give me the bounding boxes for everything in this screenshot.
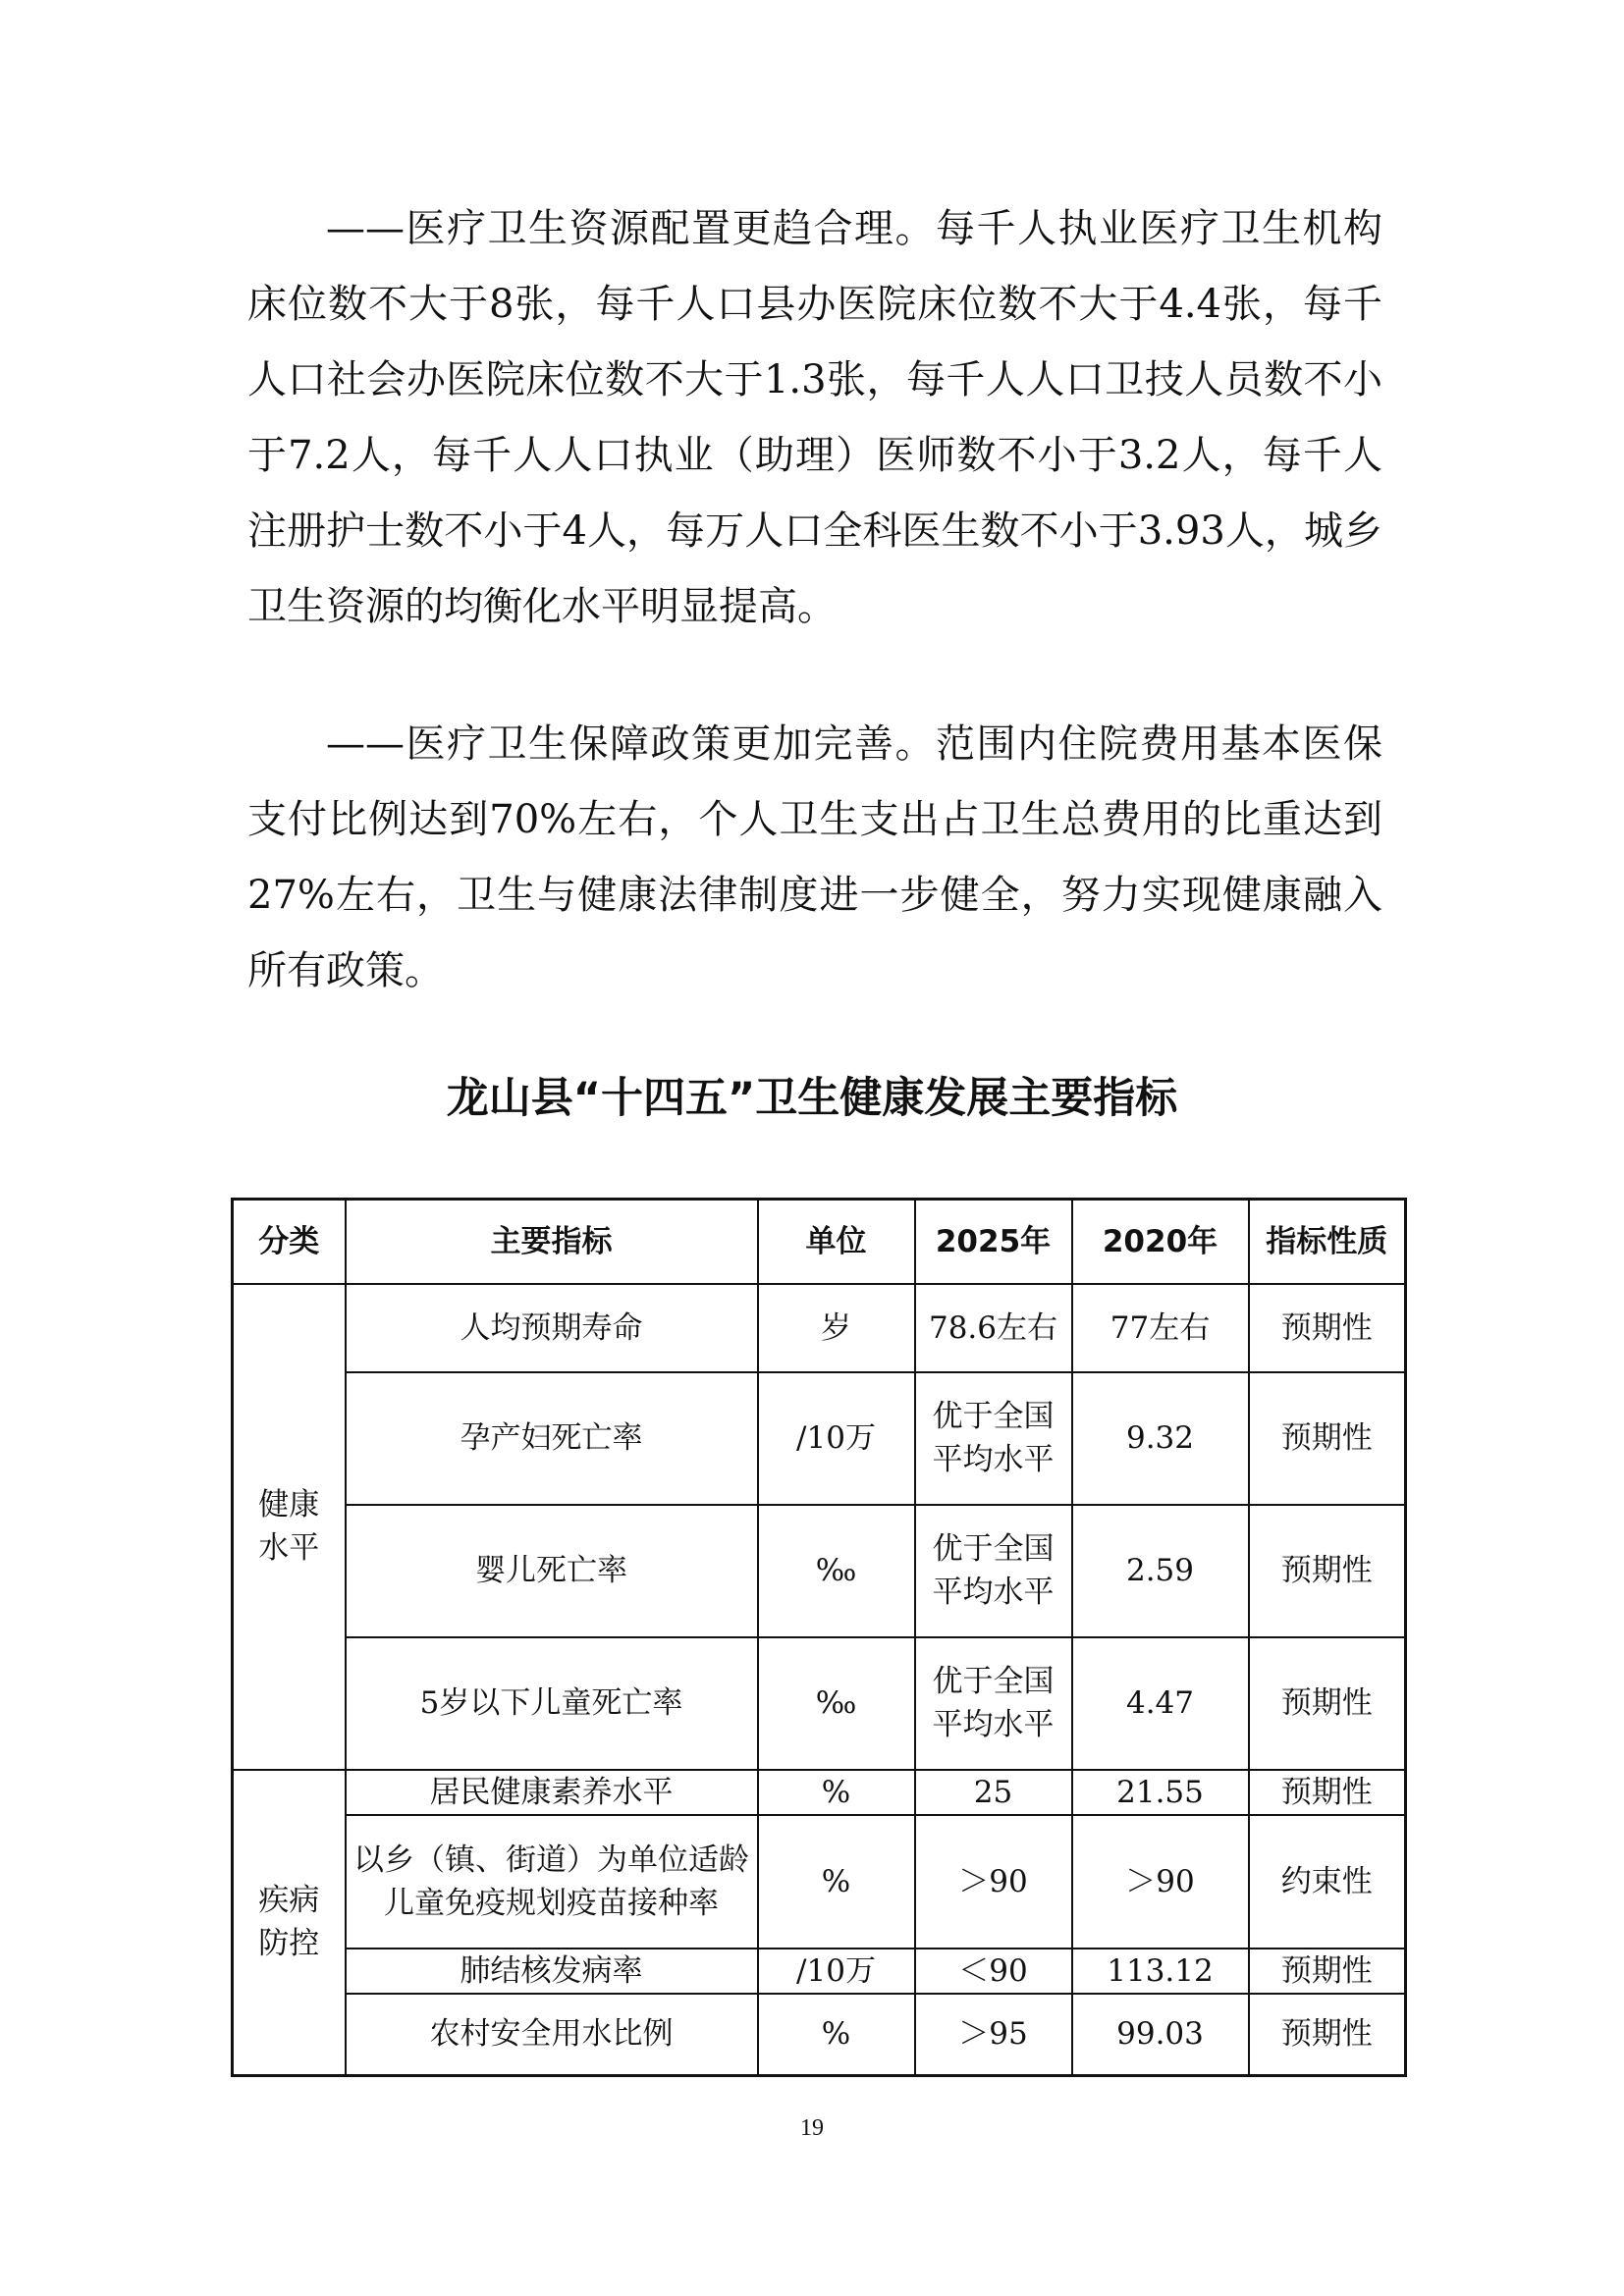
nature-cell: 预期性	[1249, 1284, 1406, 1372]
unit-cell: %	[758, 1815, 915, 1949]
table-header-row	[233, 1200, 1406, 1284]
nature-cell: 预期性	[1249, 1505, 1406, 1637]
table-row	[233, 1949, 1406, 1994]
value-2020-cell: 99.03	[1072, 1994, 1249, 2076]
value-2025-cell: 优于全国平均水平	[915, 1505, 1072, 1637]
value-2020-cell: 113.12	[1072, 1949, 1249, 1994]
indicator-cell: 肺结核发病率	[346, 1949, 758, 1994]
value-2025-cell: ＞95	[915, 1994, 1072, 2076]
value-2020-cell: 21.55	[1072, 1770, 1249, 1815]
page-number: 19	[800, 2115, 824, 2141]
table-row	[233, 1637, 1406, 1770]
nature-cell: 预期性	[1249, 1770, 1406, 1815]
table-row	[233, 1770, 1406, 1815]
value-2025-cell: 78.6左右	[915, 1284, 1072, 1372]
nature-cell: 预期性	[1249, 1637, 1406, 1770]
category-cell: 疾病防控	[233, 1770, 346, 2076]
value-2020-cell: ＞90	[1072, 1815, 1249, 1949]
unit-cell: %	[758, 1994, 915, 2076]
indicator-cell: 农村安全用水比例	[346, 1994, 758, 2076]
indicator-cell: 以乡（镇、街道）为单位适龄儿童免疫规划疫苗接种率	[346, 1815, 758, 1949]
indicator-cell: 5岁以下儿童死亡率	[346, 1637, 758, 1770]
value-2025-cell: ＞90	[915, 1815, 1072, 1949]
header-2025: 2025年	[915, 1200, 1072, 1284]
paragraph-resource-allocation: ——医疗卫生资源配置更趋合理。每千人执业医疗卫生机构床位数不大于8张，每千人口县办医院床位数不大于4.4张，每千人口社会办医院床位数不大于1.3张，每千人人口卫技人员数不小于7.2人，每千人人口执业（助理）医师数不小于3.2人，每千人注册护士数不小于4人，每万人口全科医生数不小于3.93人，城乡卫生资源的均衡化水平明显提高。	[247, 206, 1382, 629]
unit-cell: %	[758, 1770, 915, 1815]
nature-cell: 约束性	[1249, 1815, 1406, 1949]
unit-cell: /10万	[758, 1372, 915, 1505]
indicator-table	[231, 1198, 1407, 2077]
value-2025-cell: 25	[915, 1770, 1072, 1815]
unit-cell: ‰	[758, 1505, 915, 1637]
header-unit: 单位	[758, 1200, 915, 1284]
indicator-cell: 婴儿死亡率	[346, 1505, 758, 1637]
indicator-cell: 人均预期寿命	[346, 1284, 758, 1372]
value-2025-cell: ＜90	[915, 1949, 1072, 1994]
header-category: 分类	[233, 1200, 346, 1284]
table-row	[233, 1505, 1406, 1637]
unit-cell: ‰	[758, 1637, 915, 1770]
unit-cell: 岁	[758, 1284, 915, 1372]
value-2020-cell: 9.32	[1072, 1372, 1249, 1505]
header-2020: 2020年	[1072, 1200, 1249, 1284]
unit-cell: /10万	[758, 1949, 915, 1994]
header-nature: 指标性质	[1249, 1200, 1406, 1284]
value-2025-cell: 优于全国平均水平	[915, 1372, 1072, 1505]
nature-cell: 预期性	[1249, 1994, 1406, 2076]
indicator-cell: 孕产妇死亡率	[346, 1372, 758, 1505]
paragraph-security-policy: ——医疗卫生保障政策更加完善。范围内住院费用基本医保支付比例达到70%左右，个人卫生支出占卫生总费用的比重达到27%左右，卫生与健康法律制度进一步健全，努力实现健康融入所有政策。	[247, 721, 1382, 993]
table-row	[233, 1284, 1406, 1372]
value-2025-cell: 优于全国平均水平	[915, 1637, 1072, 1770]
category-cell: 健康水平	[233, 1284, 346, 1770]
value-2020-cell: 77左右	[1072, 1284, 1249, 1372]
nature-cell: 预期性	[1249, 1949, 1406, 1994]
nature-cell: 预期性	[1249, 1372, 1406, 1505]
value-2020-cell: 2.59	[1072, 1505, 1249, 1637]
value-2020-cell: 4.47	[1072, 1637, 1249, 1770]
table-row	[233, 1372, 1406, 1505]
table-row	[233, 1815, 1406, 1949]
indicator-cell: 居民健康素养水平	[346, 1770, 758, 1815]
table-title: 龙山县“十四五”卫生健康发展主要指标	[446, 1074, 1178, 1123]
header-indicator: 主要指标	[346, 1200, 758, 1284]
table-row	[233, 1994, 1406, 2076]
